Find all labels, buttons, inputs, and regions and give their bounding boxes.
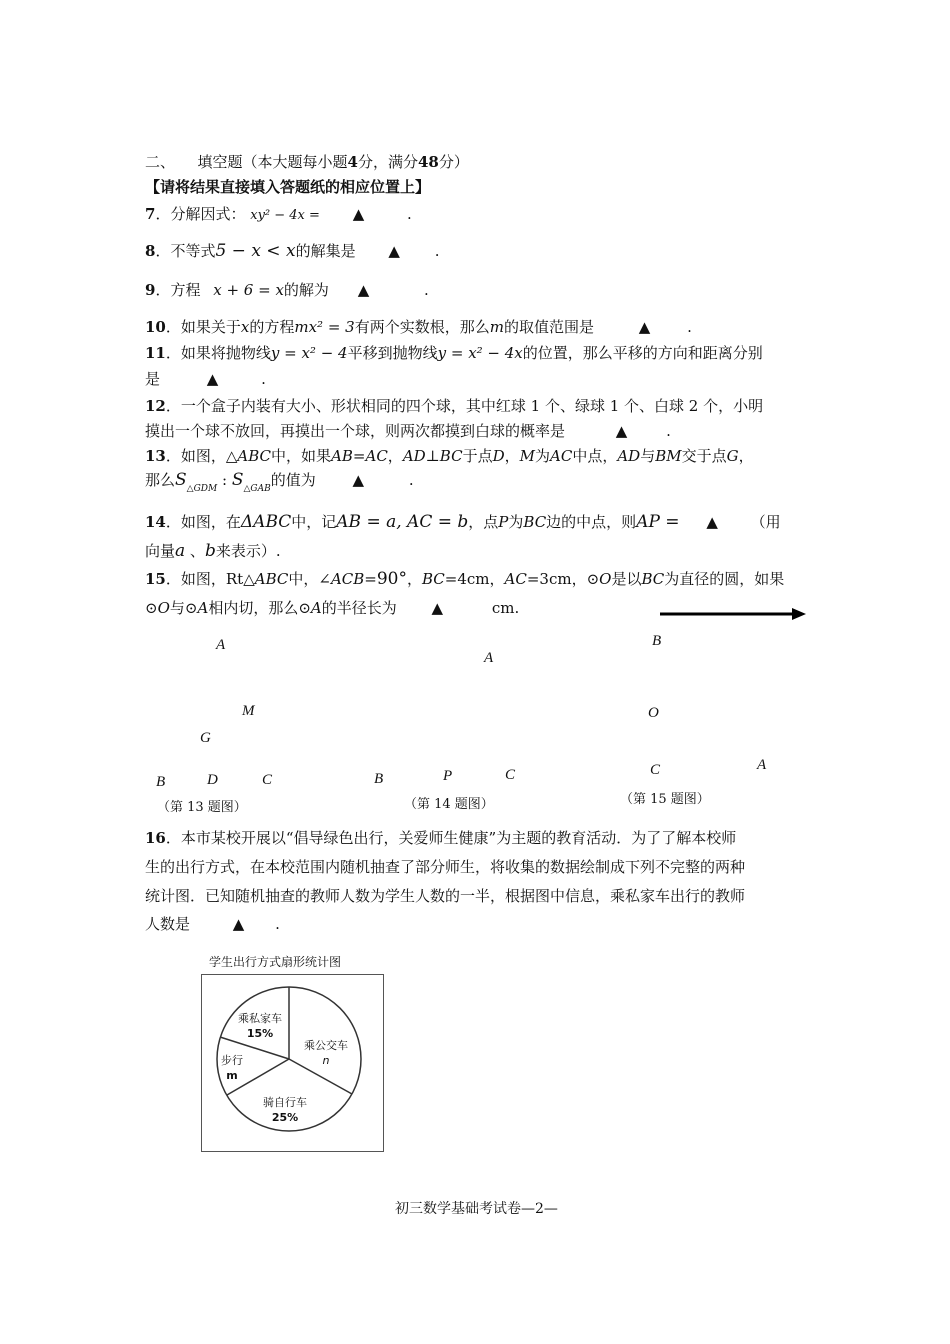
point-label-b: B: [652, 633, 662, 649]
point-label-b: B: [374, 771, 384, 787]
point-label-g: G: [200, 730, 211, 746]
point-label-d: D: [207, 772, 218, 788]
question-9: 9．方程 x + 6 = x的解为 ▲ .: [145, 281, 429, 299]
point-label-m: M: [242, 703, 255, 719]
point-label-c: C: [650, 762, 661, 778]
question-16-line2: 生的出行方式，在本校范围内随机抽查了部分师生，将收集的数据绘制成下列不完整的两种: [145, 858, 746, 876]
question-7: 7．分解因式： xy² − 4x = ▲ .: [145, 205, 412, 223]
arrow-graphic: [658, 605, 810, 623]
section-heading: 二、 填空题（本大题每小题4分，满分48分）: [145, 153, 469, 171]
question-11: 11．如果将抛物线y = x² − 4平移到抛物线y = x² − 4x的位置，那么平移的方向和距离分别: [145, 344, 763, 362]
question-16-line3: 统计图．已知随机抽查的教师人数为学生人数的一半，根据图中信息，乘私家车出行的教师: [145, 887, 746, 905]
question-15: 15．如图，Rt△ABC中，∠ACB=90°，BC=4cm，AC=3cm，⊙O是以BC为直径的圆，如果: [145, 569, 785, 589]
question-16: 16．本市某校开展以“倡导绿色出行，关爱师生健康”为主题的教育活动．为了了解本校师: [145, 829, 737, 847]
pie-title: 学生出行方式扇形统计图: [209, 955, 342, 969]
answer-blank: ▲: [431, 599, 444, 617]
pie-slice-bike: 骑自行车 25%: [263, 1096, 307, 1124]
point-label-o: O: [648, 705, 659, 721]
question-13-line2: 那么$S_{\triangle GDM}$ : $S_{\triangle GAB}$的值为 ▲ .: [145, 470, 414, 494]
answer-blank: ▲: [706, 513, 718, 531]
point-label-a: A: [484, 650, 494, 666]
point-label-c: C: [505, 767, 516, 783]
question-12-line2: 摸出一个球不放回，再摸出一个球，则两次都摸到白球的概率是 ▲ .: [145, 422, 671, 440]
figure-caption: （第 15 题图）: [620, 792, 710, 807]
point-label-p: P: [443, 768, 453, 784]
answer-blank: ▲: [232, 915, 245, 933]
point-label-c: C: [262, 772, 273, 788]
question-12: 12．一个盒子内装有大小、形状相同的四个球，其中红球 1 个、绿球 1 个、白球 2 个，小明: [145, 397, 764, 415]
point-label-a: A: [757, 757, 767, 773]
pie-slice-walk: 步行 m: [221, 1054, 243, 1082]
page-footer: 初三数学基础考试卷—2—: [395, 1201, 558, 1217]
answer-blank: ▲: [638, 318, 651, 336]
figure-caption: （第 14 题图）: [404, 797, 494, 812]
answer-blank: ▲: [352, 471, 365, 489]
question-13: 13．如图，△ABC中，如果AB=AC，AD⊥BC于点D，M为AC中点，AD与BM交于点G，: [145, 447, 754, 465]
answer-blank: ▲: [615, 422, 628, 440]
point-label-a: A: [216, 637, 226, 653]
question-10: 10．如果关于x的方程mx² = 3有两个实数根，那么m的取值范围是 ▲ .: [145, 318, 692, 336]
answer-blank: ▲: [388, 242, 400, 260]
answer-blank: ▲: [206, 370, 219, 388]
answer-blank: ▲: [352, 205, 365, 223]
point-label-b: B: [156, 774, 166, 790]
pie-slice-car: 乘私家车 15%: [238, 1012, 282, 1040]
section-instruction: 【请将结果直接填入答题纸的相应位置上】: [145, 178, 431, 196]
pie-slice-bus: 乘公交车 n: [304, 1039, 348, 1067]
question-16-line4: 人数是 ▲ .: [145, 915, 280, 933]
question-14-line2: 向量a 、b来表示）.: [145, 541, 281, 561]
question-14: 14．如图，在ΔABC中，记AB = a, AC = b，点P为BC边的中点，则AP = ▲ （用: [145, 512, 781, 532]
pie-chart-frame: [201, 974, 384, 1152]
question-11-line2: 是 ▲ .: [145, 370, 266, 388]
question-15-line2: ⊙O与⊙A相内切，那么⊙A的半径长为 ▲ cm.: [145, 599, 520, 617]
figure-caption: （第 13 题图）: [157, 800, 247, 815]
answer-blank: ▲: [357, 281, 370, 299]
question-8: 8．不等式5 − x < x的解集是 ▲ .: [145, 241, 440, 261]
